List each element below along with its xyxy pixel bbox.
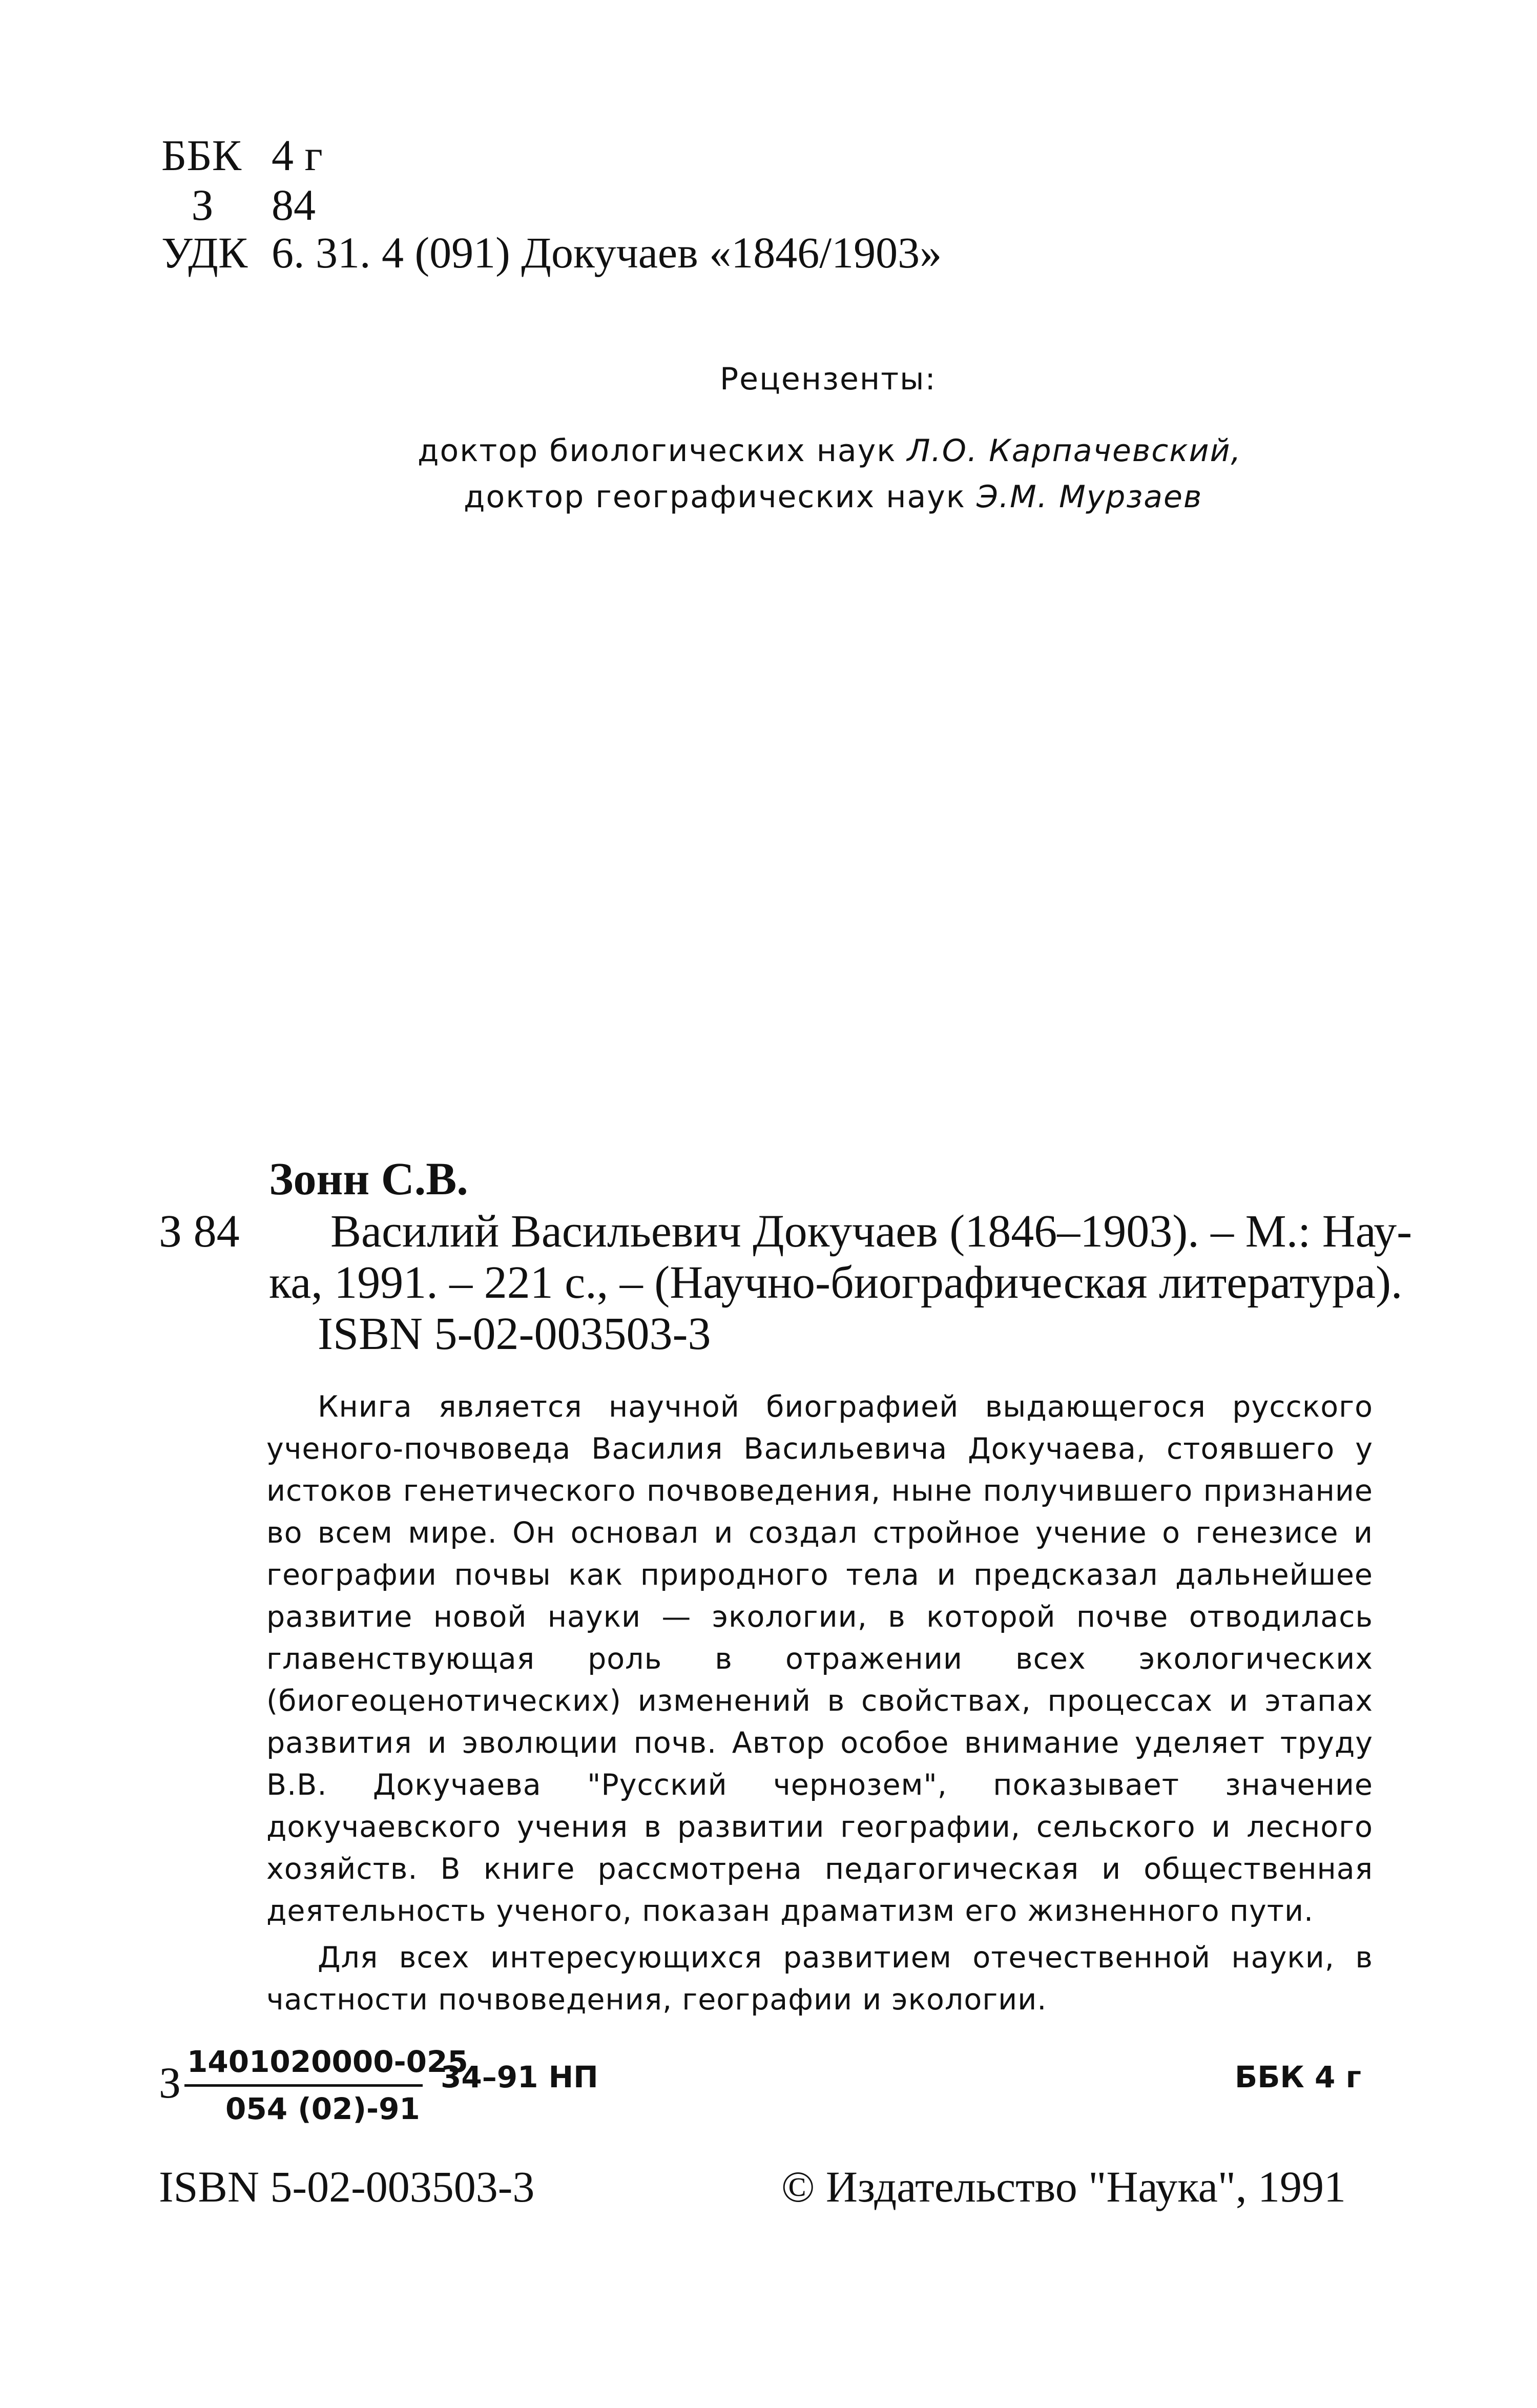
reviewer-2-title: доктор географических наук	[464, 479, 966, 515]
reviewer-1	[418, 433, 1242, 469]
author-name: Зонн С.В.	[269, 1154, 468, 1205]
abstract-paragraph-2: Для всех интересующихся развитием отечественной науки, в частности почвоведения, географии и экологии.	[266, 1941, 1373, 2017]
reviewers-heading: Рецензенты:	[720, 361, 937, 397]
reviewer-1-title: доктор биологических наук	[418, 433, 897, 469]
udk-label: УДК	[161, 228, 248, 277]
bib-isbn: ISBN 5-02-003503-3	[318, 1309, 711, 1359]
author-mark-value: 84	[272, 180, 316, 230]
bib-line-2: ка, 1991. – 221 с., – (Научно-биографическая литература).	[269, 1257, 1403, 1308]
reviewer-1-name: Л.О. Карпачевский,	[907, 433, 1242, 469]
imprint-order-code: 34–91 НП	[441, 2060, 598, 2094]
fraction-bar	[184, 2084, 423, 2087]
abstract-paragraph-1: Книга является научной биографией выдающегося русского ученого-почвоведа Василия Васильевича Докучаева, стоявшего у истоков генетического почвоведения, ныне получившего признание во всем мире. Он основал и создал стройное учение о генезисе и географии почвы как природного тела и предсказал дальнейшее развитие новой науки — экологии, в которой почве отводилась главенствующая роль в отражении всех экологических (биогеоценотических) изменений в свойствах, процессах и этапах развития и эволюции почв. Автор особое внимание уделяет труду В.В. Докучаева "Русский чернозем", показывает значение докучаевского учения в развитии географии, сельского и лесного хозяйств. В книге рассмотрена педагогическая и общественная деятельность ученого, показан драматизм его жизненного пути.	[266, 1390, 1373, 1928]
bbk-line	[161, 131, 323, 180]
bbk-value: 4 г	[272, 131, 323, 180]
reviewer-2-name: Э.М. Мурзаев	[977, 479, 1203, 515]
bbk-label: ББК	[161, 131, 242, 180]
imprint-denominator: 054 (02)-91	[225, 2091, 420, 2126]
author-mark-line	[161, 180, 316, 230]
imprint-bbk: ББК 4 г	[1235, 2060, 1361, 2094]
shelf-mark: З 84	[159, 1206, 240, 1257]
imprint-isbn: ISBN 5-02-003503-3	[159, 2162, 535, 2211]
udk-line	[161, 228, 942, 277]
copyright-notice: © Издательство "Наука", 1991	[781, 2162, 1346, 2211]
udk-value: 6. 31. 4 (091) Докучаев «1846/1903»	[272, 228, 942, 277]
author-mark-label: З	[191, 180, 214, 230]
imprint-prefix: З	[159, 2058, 181, 2107]
reviewer-2	[464, 479, 1202, 515]
bib-line-1: Василий Васильевич Докучаев (1846–1903). – М.: Нау-	[330, 1206, 1413, 1257]
imprint-numerator: 1401020000-025	[187, 2044, 468, 2079]
